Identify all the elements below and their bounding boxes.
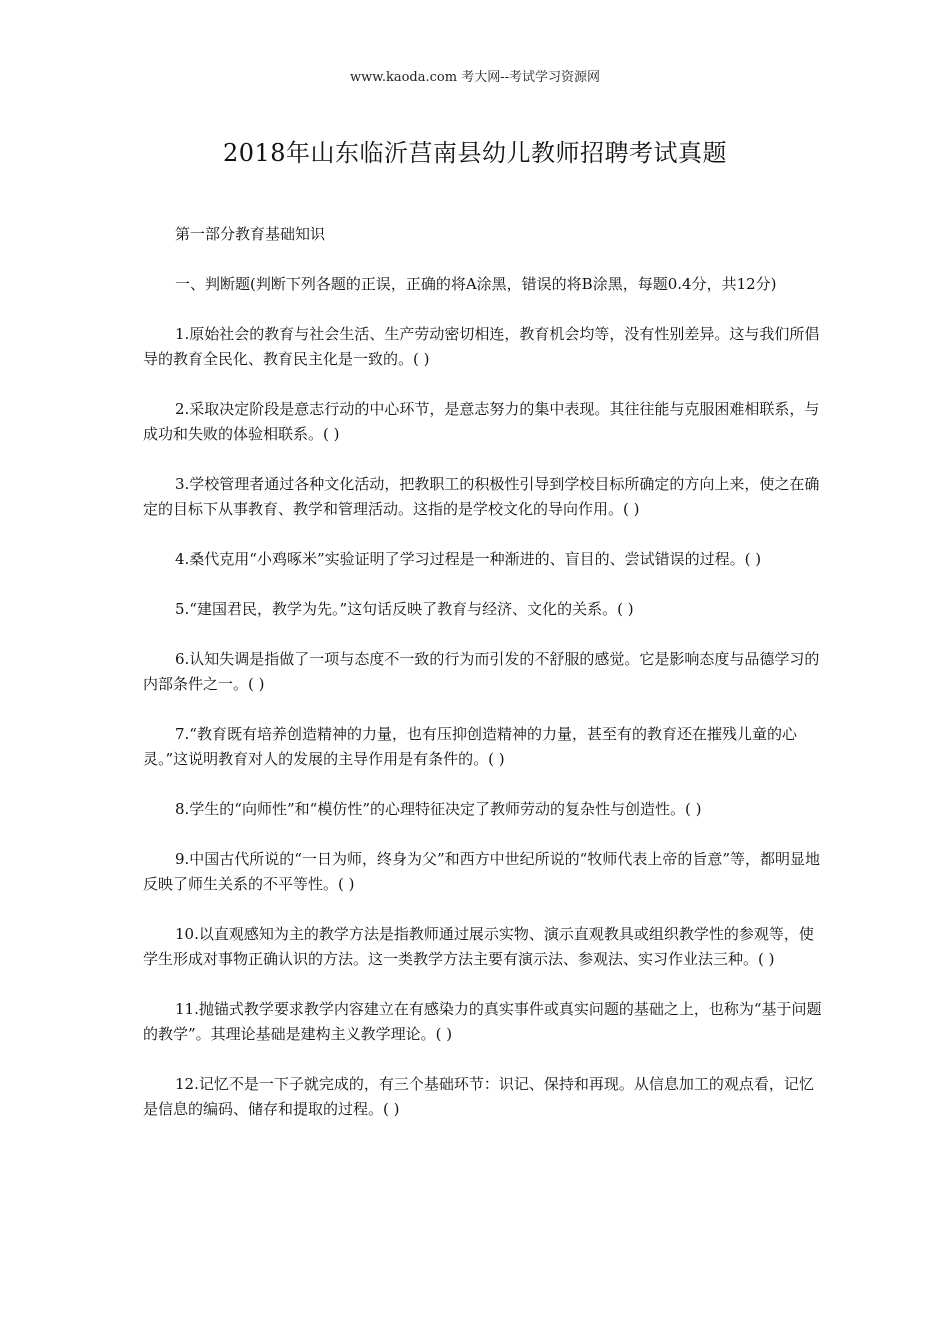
question-item: 3.学校管理者通过各种文化活动，把教职工的积极性引导到学校目标所确定的方向上来，使之在确定的目标下从事教育、教学和管理活动。这指的是学校文化的导向作用。( ) — [143, 475, 820, 518]
question-instructions: 一、判断题(判断下列各题的正误，正确的将A涂黑，错误的将B涂黑，每题0.4分，共12分) — [175, 275, 777, 293]
question-item: 7.“教育既有培养创造精神的力量，也有压抑创造精神的力量，甚至有的教育还在摧残儿童的心灵。”这说明教育对人的发展的主导作用是有条件的。( ) — [143, 725, 797, 768]
document-title: 2018年山东临沂莒南县幼儿教师招聘考试真题 — [222, 139, 728, 167]
question-item: 1.原始社会的教育与社会生活、生产劳动密切相连，教育机会均等，没有性别差异。这与我们所倡导的教育全民化、教育民主化是一致的。( ) — [143, 325, 820, 368]
question-item: 5.“建国君民，教学为先。”这句话反映了教育与经济、文化的关系。( ) — [175, 600, 634, 618]
question-item: 6.认知失调是指做了一项与态度不一致的行为而引发的不舒服的感觉。它是影响态度与品德学习的内部条件之一。( ) — [143, 650, 820, 693]
section-heading: 第一部分教育基础知识 — [175, 225, 326, 243]
question-item: 8.学生的“向师性”和“模仿性”的心理特征决定了教师劳动的复杂性与创造性。( ) — [175, 800, 702, 818]
site-header: www.kaoda.com 考大网--考试学习资源网 — [350, 70, 600, 85]
question-item: 10.以直观感知为主的教学方法是指教师通过展示实物、演示直观教具或组织教学性的参观等，使学生形成对事物正确认识的方法。这一类教学方法主要有演示法、参观法、实习作业法三种。( ) — [143, 925, 814, 968]
document-body — [143, 222, 823, 1147]
question-item: 4.桑代克用“小鸡啄米”实验证明了学习过程是一种渐进的、盲目的、尝试错误的过程。( ) — [175, 550, 762, 568]
question-item: 12.记忆不是一下子就完成的，有三个基础环节：识记、保持和再现。从信息加工的观点看，记忆是信息的编码、储存和提取的过程。( ) — [143, 1075, 814, 1118]
question-item: 9.中国古代所说的“一日为师，终身为父”和西方中世纪所说的“牧师代表上帝的旨意”等，都明显地反映了师生关系的不平等性。( ) — [143, 850, 820, 893]
question-item: 2.采取决定阶段是意志行动的中心环节，是意志努力的集中表现。其往往能与克服困难相联系，与成功和失败的体验相联系。( ) — [143, 400, 820, 443]
question-item: 11.抛锚式教学要求教学内容建立在有感染力的真实事件或真实问题的基础之上，也称为“基于问题的教学”。其理论基础是建构主义教学理论。( ) — [143, 1000, 822, 1043]
